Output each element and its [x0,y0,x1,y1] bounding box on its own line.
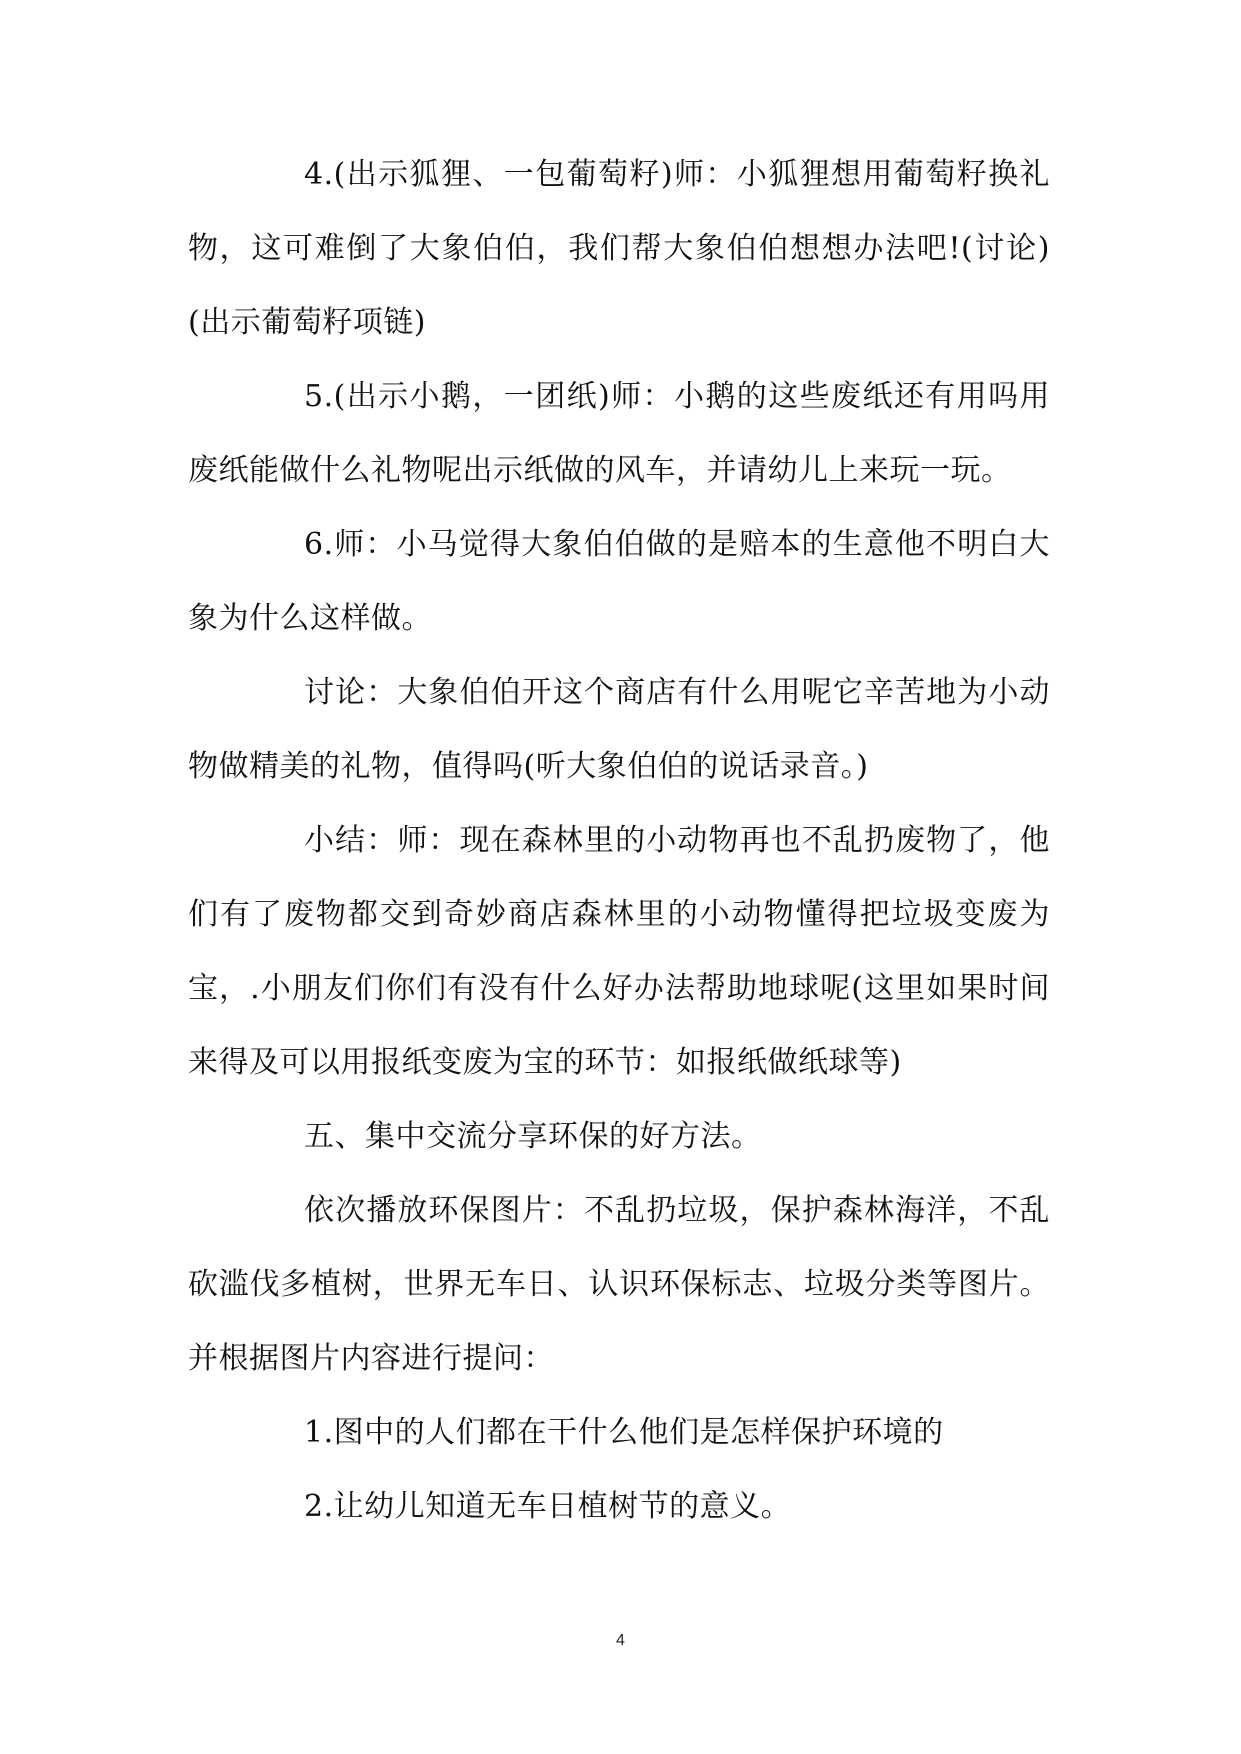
section-heading: 五、集中交流分享环保的好方法。 [304,1119,762,1154]
paragraph-pictures: 依次播放环保图片：不乱扔垃圾，保护森林海洋，不乱砍滥伐多植树，世界无车日、认识环保标志、垃圾分类等图片。并根据图片内容进行提问： [188,1193,1050,1376]
page-number: 4 [616,1632,625,1649]
paragraph-item-6: 6.师：小马觉得大象伯伯做的是赔本的生意他不明白大象为什么这样做。 [188,527,1050,636]
body-text [188,138,1050,1544]
question-item-1: 1.图中的人们都在干什么他们是怎样保护环境的 [304,1415,944,1450]
paragraph-item-5: 5.(出示小鹅，一团纸)师：小鹅的这些废纸还有用吗用废纸能做什么礼物呢出示纸做的风车，并请幼儿上来玩一玩。 [188,379,1050,488]
paragraph-discussion: 讨论：大象伯伯开这个商店有什么用呢它辛苦地为小动物做精美的礼物，值得吗(听大象伯伯的说话录音。) [188,675,1050,784]
paragraph-summary: 小结：师：现在森林里的小动物再也不乱扔废物了，他们有了废物都交到奇妙商店森林里的小动物懂得把垃圾变废为宝，.小朋友们你们有没有什么好办法帮助地球呢(这里如果时间来得及可以用报纸变废为宝的环节：如报纸做纸球等) [188,823,1050,1080]
question-item-2: 2.让幼儿知道无车日植树节的意义。 [304,1489,792,1524]
paragraph-item-4: 4.(出示狐狸、一包葡萄籽)师：小狐狸想用葡萄籽换礼物，这可难倒了大象伯伯，我们帮大象伯伯想想办法吧!(讨论)(出示葡萄籽项链) [188,157,1050,340]
